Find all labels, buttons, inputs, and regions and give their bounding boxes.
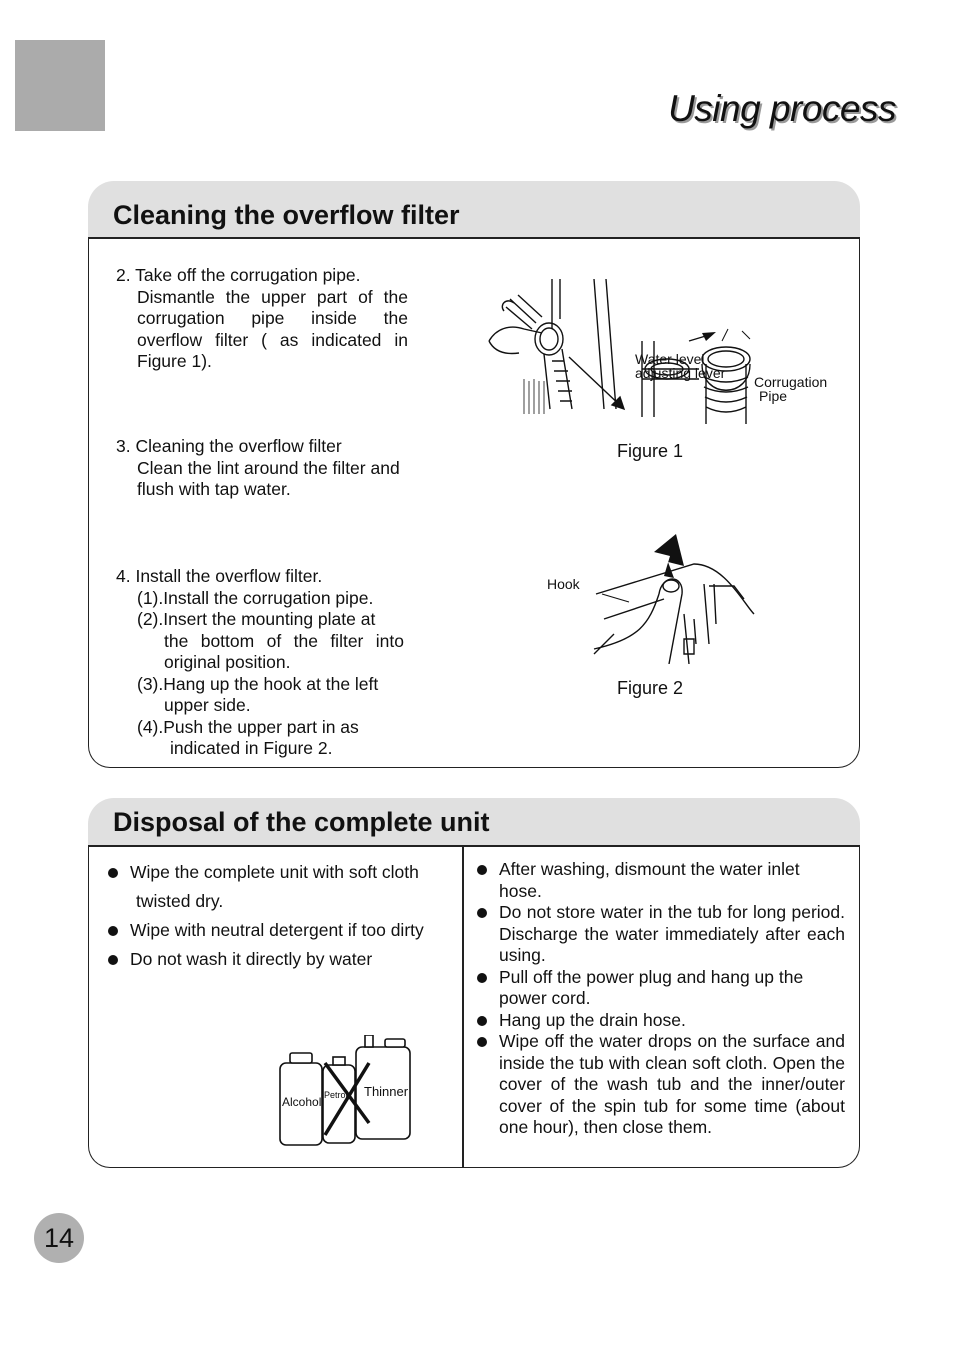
figure-2-caption: Figure 2 — [617, 678, 684, 698]
fig1-label-pipe-2: Pipe — [759, 388, 788, 404]
page-title: Using process — [668, 88, 896, 129]
section-heading: Cleaning the overflow filter — [113, 200, 460, 230]
list-item — [475, 1010, 845, 1032]
step-3-text: Clean the lint around the filter and flush with tap water. — [137, 457, 400, 499]
bullet-icon — [477, 1037, 487, 1047]
list-item — [106, 858, 456, 887]
list-item — [475, 902, 845, 967]
bottle-label-petrol: Petrol — [324, 1090, 348, 1100]
section-cleaning-overflow-filter — [88, 181, 860, 768]
list-item — [475, 859, 845, 902]
list-item — [475, 1031, 845, 1139]
list-item-continuation — [106, 887, 456, 916]
step-2-text: Dismantle the upper part of the corrugation pipe inside the overflow filter ( as indicated in Figure 1). — [137, 286, 408, 371]
section-header — [88, 798, 860, 847]
fig1-label-lever-1: Water level — [635, 351, 705, 367]
step-4-sub-3b: upper side. — [164, 695, 251, 715]
column-divider — [462, 847, 464, 1167]
list-item-text: Wipe with neutral detergent if too dirty — [130, 920, 424, 940]
list-item-text: Do not store water in the tub for long period. Discharge the water immediately after each using. — [499, 902, 845, 965]
list-item-text: After washing, dismount the water inlet hose. — [499, 859, 800, 901]
section-header — [88, 181, 860, 239]
step-4-sub-4a: (4).Push the upper part in as — [137, 716, 359, 737]
list-item-text: Pull off the power plug and hang up the power cord. — [499, 966, 804, 1008]
list-item-text: Hang up the drain hose. — [499, 1009, 686, 1030]
figure-1-caption: Figure 1 — [617, 441, 684, 461]
fig2-label-hook: Hook — [547, 576, 580, 592]
step-4-title: 4. Install the overflow filter. — [116, 566, 323, 586]
bottle-label-alcohol: Alcohol — [282, 1095, 322, 1109]
step-2 — [116, 265, 408, 373]
list-item-text: twisted dry. — [136, 891, 224, 911]
left-bullet-list — [106, 858, 456, 974]
section-disposal — [88, 798, 860, 1168]
step-4 — [116, 566, 416, 760]
fig1-label-lever-2: adjusting lever — [635, 365, 726, 381]
fig1-label-pipe-1: Corrugation — [754, 374, 828, 390]
corner-gray-block — [15, 40, 105, 131]
figure-2-illustration — [584, 524, 759, 664]
step-2-title: 2. Take off the corrugation pipe. — [116, 265, 361, 285]
bullet-icon — [477, 908, 487, 918]
list-item — [106, 945, 456, 974]
section-body — [88, 847, 860, 1168]
page-number: 14 — [34, 1213, 84, 1263]
bullet-icon — [477, 1016, 487, 1026]
bottle-label-thinner: Thinner — [364, 1084, 409, 1099]
section-heading: Disposal of the complete unit — [113, 807, 490, 837]
list-item-text: Wipe the complete unit with soft cloth — [130, 862, 419, 882]
list-item-text: Wipe off the water drops on the surface and inside the tub with clean soft cloth. Open the cover of the wash tub and the inner/outer cover of the spin tub for some time (about one hour), then close them. — [499, 1031, 845, 1137]
bullet-icon — [477, 865, 487, 875]
section-body — [88, 239, 860, 768]
step-4-sub-2a: (2).Insert the mounting plate at — [137, 609, 376, 629]
step-4-sub-3a: (3).Hang up the hook at the left — [137, 673, 379, 694]
bullet-icon — [108, 868, 118, 878]
bullet-icon — [108, 926, 118, 936]
bullet-icon — [108, 955, 118, 965]
list-item-text: Do not wash it directly by water — [130, 949, 373, 969]
list-item — [475, 967, 845, 1010]
figure-1-illustration — [484, 269, 754, 429]
step-4-sub-1: (1).Install the corrugation pipe. — [137, 587, 374, 608]
list-item — [106, 916, 456, 945]
step-3-title: 3. Cleaning the overflow filter — [116, 436, 342, 456]
right-bullet-list — [475, 859, 845, 1139]
step-4-sub-2b: the bottom of the filter into original position. — [164, 630, 404, 672]
step-3 — [116, 436, 408, 501]
bullet-icon — [477, 973, 487, 983]
step-4-sub-4b: indicated in Figure 2. — [170, 738, 333, 758]
